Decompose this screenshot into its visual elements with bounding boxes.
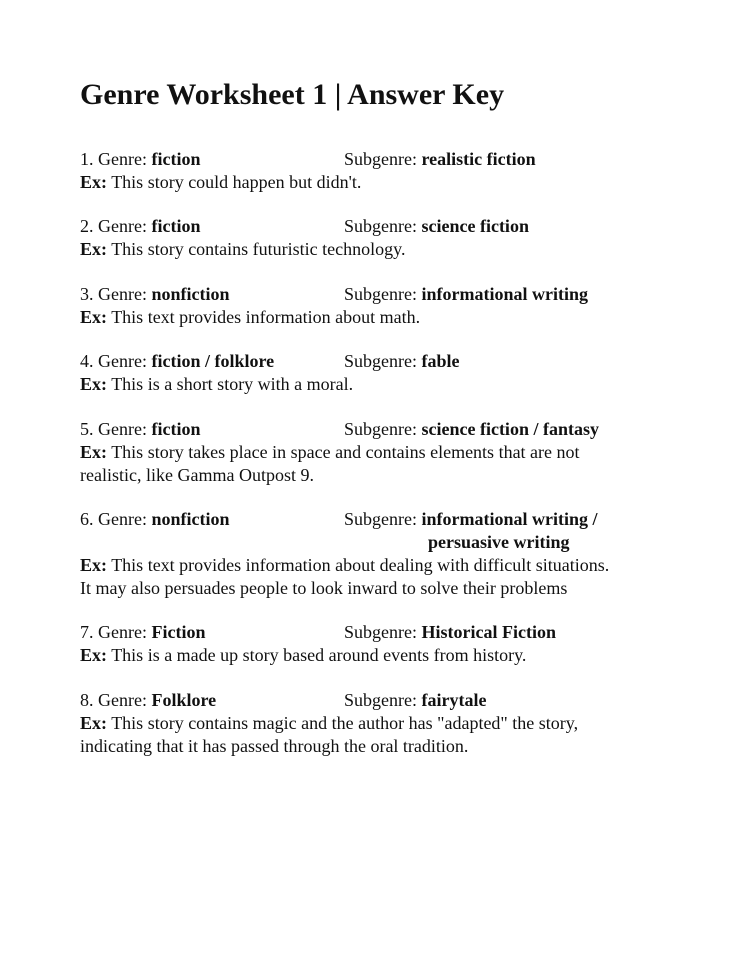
answer-row — [80, 418, 700, 441]
genre-answer: nonfiction — [151, 509, 230, 529]
subgenre — [344, 148, 536, 171]
genre-label: Genre: — [98, 509, 152, 529]
item-number: 3. — [80, 284, 94, 304]
example-label: Ex: — [80, 172, 107, 192]
subgenre-continuation — [80, 531, 700, 554]
example-line — [80, 171, 700, 194]
answer-item — [80, 418, 700, 487]
answer-item — [80, 621, 700, 667]
item-number: 1. — [80, 149, 94, 169]
example-text: realistic, like Gamma Outpost 9. — [80, 465, 314, 485]
example-text: This text provides information about dealing with difficult situations. — [111, 555, 610, 575]
example-text: indicating that it has passed through the oral tradition. — [80, 736, 469, 756]
genre-answer: fiction — [151, 216, 201, 236]
subgenre-label: Subgenre: — [344, 690, 422, 710]
subgenre — [344, 350, 459, 373]
subgenre — [344, 215, 529, 238]
genre-label: Genre: — [98, 149, 152, 169]
example-line — [80, 644, 700, 667]
genre-answer: fiction / folklore — [151, 351, 275, 371]
answer-row — [80, 508, 700, 531]
example-label: Ex: — [80, 713, 107, 733]
example-label: Ex: — [80, 239, 107, 259]
subgenre — [344, 283, 588, 306]
subgenre-answer: Historical Fiction — [421, 622, 556, 642]
item-number: 8. — [80, 690, 94, 710]
item-number: 6. — [80, 509, 94, 529]
genre-label: Genre: — [98, 351, 152, 371]
genre-label: Genre: — [98, 284, 152, 304]
subgenre-label: Subgenre: — [344, 284, 422, 304]
genre-answer: Folklore — [151, 690, 217, 710]
example-line — [80, 735, 700, 758]
example-line — [80, 238, 700, 261]
genre-label: Genre: — [98, 690, 152, 710]
example-line — [80, 577, 700, 600]
page-title: Genre Worksheet 1 | Answer Key — [80, 78, 505, 111]
example-text: This is a short story with a moral. — [111, 374, 354, 394]
genre-answer: fiction — [151, 419, 201, 439]
subgenre-answer: science fiction / fantasy — [421, 419, 599, 439]
subgenre-label: Subgenre: — [344, 622, 422, 642]
genre-answer: Fiction — [151, 622, 206, 642]
answer-item — [80, 350, 700, 396]
example-line — [80, 712, 700, 735]
example-line — [80, 554, 700, 577]
subgenre-label: Subgenre: — [344, 351, 422, 371]
subgenre-answer: persuasive writing — [428, 532, 570, 552]
subgenre — [344, 418, 599, 441]
example-line — [80, 306, 700, 329]
example-text: This text provides information about math. — [111, 307, 421, 327]
subgenre — [344, 689, 486, 712]
answer-row — [80, 689, 700, 712]
answer-row — [80, 283, 700, 306]
subgenre-answer: realistic fiction — [421, 149, 536, 169]
subgenre-answer: informational writing — [421, 284, 588, 304]
answer-item — [80, 689, 700, 758]
genre-label: Genre: — [98, 216, 152, 236]
item-number: 7. — [80, 622, 94, 642]
example-label: Ex: — [80, 442, 107, 462]
answer-item — [80, 283, 700, 329]
genre-answer: fiction — [151, 149, 201, 169]
genre-label: Genre: — [98, 419, 152, 439]
subgenre-answer: science fiction — [421, 216, 529, 236]
example-text: This story contains magic and the author has "adapted" the story, — [111, 713, 579, 733]
subgenre-label: Subgenre: — [344, 216, 422, 236]
answer-row — [80, 350, 700, 373]
item-number: 5. — [80, 419, 94, 439]
subgenre-label: Subgenre: — [344, 419, 422, 439]
example-text: This story could happen but didn't. — [111, 172, 362, 192]
subgenre — [344, 508, 597, 531]
answer-item — [80, 215, 700, 261]
subgenre — [344, 621, 556, 644]
item-number: 4. — [80, 351, 94, 371]
subgenre-answer: fairytale — [421, 690, 487, 710]
example-line — [80, 373, 700, 396]
answer-row — [80, 148, 700, 171]
example-label: Ex: — [80, 307, 107, 327]
item-number: 2. — [80, 216, 94, 236]
answer-item — [80, 148, 700, 194]
example-text: It may also persuades people to look inward to solve their problems — [80, 578, 568, 598]
subgenre-answer: fable — [421, 351, 460, 371]
answer-item — [80, 508, 700, 600]
example-label: Ex: — [80, 645, 107, 665]
example-label: Ex: — [80, 555, 107, 575]
example-line — [80, 441, 700, 464]
subgenre-label: Subgenre: — [344, 509, 422, 529]
genre-answer: nonfiction — [151, 284, 230, 304]
example-text: This story contains futuristic technology. — [111, 239, 406, 259]
genre-label: Genre: — [98, 622, 152, 642]
example-line — [80, 464, 700, 487]
answer-row — [80, 215, 700, 238]
example-label: Ex: — [80, 374, 107, 394]
example-text: This is a made up story based around events from history. — [111, 645, 527, 665]
subgenre-answer: informational writing / — [421, 509, 598, 529]
example-text: This story takes place in space and contains elements that are not — [111, 442, 580, 462]
subgenre-label: Subgenre: — [344, 149, 422, 169]
answer-row — [80, 621, 700, 644]
